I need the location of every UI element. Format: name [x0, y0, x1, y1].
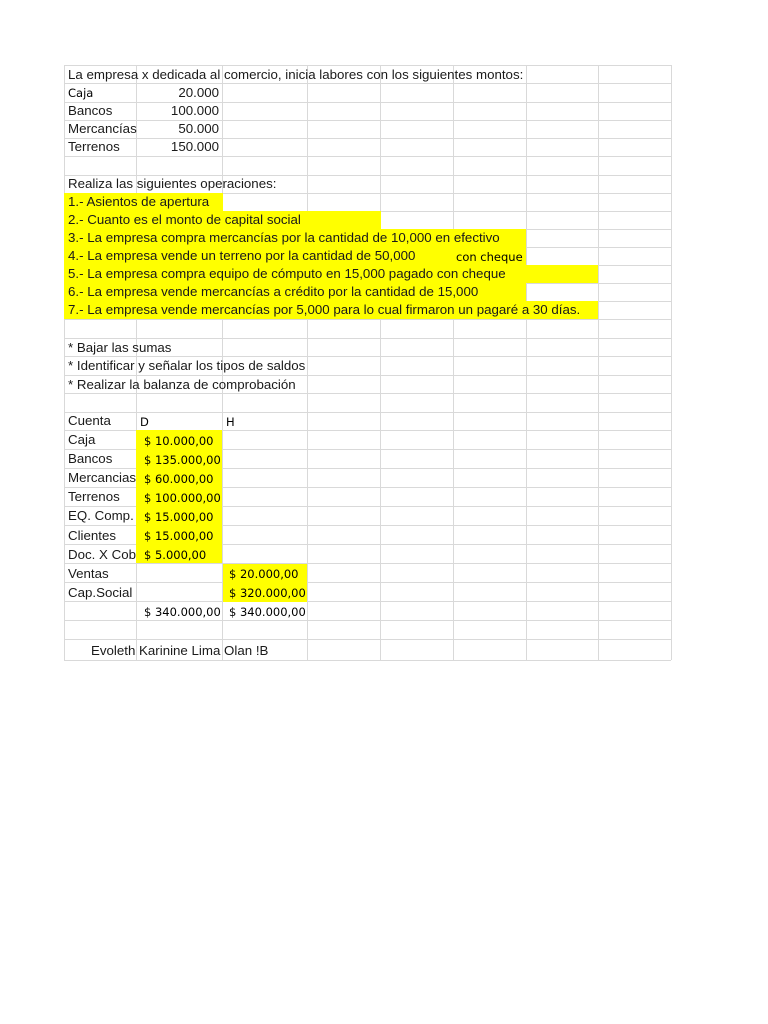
balance-header-cuenta: Cuenta [68, 413, 111, 428]
balance-row-debe: $ 10.000,00 [144, 434, 214, 448]
grid-row-line [64, 563, 671, 564]
grid-row-line [64, 582, 671, 583]
task-1: * Bajar las sumas [68, 340, 172, 355]
balance-row-haber: $ 320.000,00 [229, 586, 306, 600]
balance-row-cuenta: Ventas [68, 566, 109, 581]
balance-row-cuenta: Bancos [68, 451, 113, 466]
balance-row-cuenta: EQ. Comp. [68, 508, 134, 523]
operation-4-note: con cheque [456, 250, 523, 264]
grid-column-line [598, 65, 599, 660]
balance-row-cuenta: Mercancias [68, 470, 136, 485]
grid-column-line [453, 65, 454, 660]
initial-amount-terrenos: 150.000 [170, 139, 219, 154]
operations-title: Realiza las siguientes operaciones: [68, 176, 277, 191]
operation-7: 7.- La empresa vende mercancías por 5,000 para lo cual firmaron un pagaré a 30 días. [68, 302, 581, 317]
operation-5: 5.- La empresa compra equipo de cómputo en 15,000 pagado con cheque [68, 266, 506, 281]
balance-row-debe: $ 15.000,00 [144, 529, 214, 543]
grid-row-line [64, 319, 671, 320]
author-name: Evoleth Karinine Lima Olan !B [91, 643, 269, 658]
grid-row-line [64, 375, 671, 376]
initial-amount-mercancias: 50.000 [178, 121, 219, 136]
initial-amount-bancos: 100.000 [170, 103, 219, 118]
grid-row-line [64, 620, 671, 621]
operation-4: 4.- La empresa vende un terreno por la cantidad de 50,000 [68, 248, 416, 263]
balance-header-haber: H [226, 415, 235, 429]
task-2: * Identificar y señalar los tipos de saldos [68, 358, 306, 373]
initial-account-bancos: Bancos [68, 103, 113, 118]
grid-column-line [671, 65, 672, 660]
balance-row-cuenta: Clientes [68, 528, 117, 543]
balance-total-haber: $ 340.000,00 [229, 605, 306, 619]
balance-total-debe: $ 340.000,00 [144, 605, 221, 619]
grid-column-line [307, 65, 308, 660]
operation-3: 3.- La empresa compra mercancías por la cantidad de 10,000 en efectivo [68, 230, 500, 245]
operation-2: 2.- Cuanto es el monto de capital social [68, 212, 301, 227]
grid-row-line [64, 65, 671, 66]
balance-row-debe: $ 15.000,00 [144, 510, 214, 524]
initial-amount-caja: 20.000 [178, 85, 219, 100]
grid-row-line [64, 393, 671, 394]
grid-column-line [526, 65, 527, 660]
grid-row-line [64, 660, 671, 661]
balance-row-haber: $ 20.000,00 [229, 567, 299, 581]
balance-row-cuenta: Cap.Social [68, 585, 133, 600]
grid-row-line [64, 338, 671, 339]
balance-row-debe: $ 60.000,00 [144, 472, 214, 486]
balance-row-debe: $ 5.000,00 [144, 548, 207, 562]
grid-row-line [64, 356, 671, 357]
initial-account-mercancias: Mercancías [68, 121, 137, 136]
intro-text: La empresa x dedicada al comercio, inicia labores con los siguientes montos: [68, 67, 524, 82]
task-3: * Realizar la balanza de comprobación [68, 377, 296, 392]
grid-column-line [380, 65, 381, 660]
balance-row-cuenta: Terrenos [68, 489, 120, 504]
grid-row-line [64, 639, 671, 640]
initial-account-terrenos: Terrenos [68, 139, 120, 154]
balance-row-cuenta: Caja [68, 432, 96, 447]
grid-column-line [64, 65, 65, 660]
spreadsheet [64, 65, 671, 660]
operation-6: 6.- La empresa vende mercancías a crédito por la cantidad de 15,000 [68, 284, 479, 299]
balance-row-debe: $ 100.000,00 [144, 491, 221, 505]
operation-1: 1.- Asientos de apertura [68, 194, 210, 209]
grid-row-line [64, 83, 671, 84]
balance-row-debe: $ 135.000,00 [144, 453, 221, 467]
grid-row-line [64, 412, 671, 413]
balance-header-debe: D [140, 415, 149, 429]
grid-row-line [64, 601, 671, 602]
initial-account-caja: Caja [68, 86, 94, 100]
balance-row-cuenta: Doc. X Cob [68, 547, 136, 562]
grid-row-line [64, 156, 671, 157]
